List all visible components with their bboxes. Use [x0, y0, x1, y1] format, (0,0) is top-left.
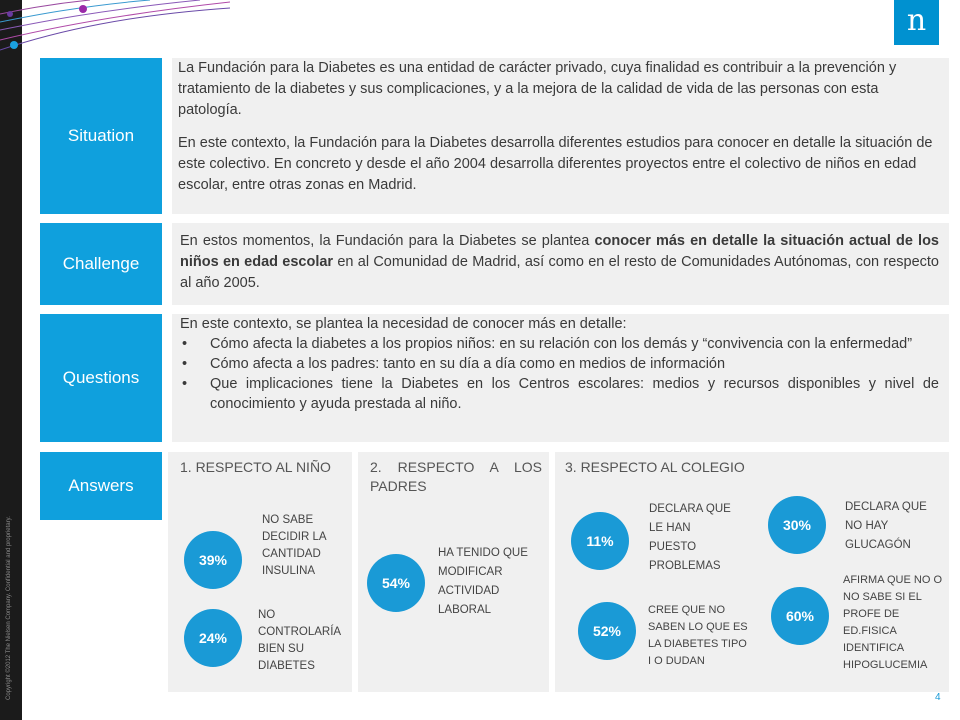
challenge-text-pre: En estos momentos, la Fundación para la Diabetes se plantea: [180, 233, 595, 249]
brand-logo: n: [894, 0, 939, 45]
question-item: • Cómo afecta a los padres: tanto en su día a día como en medios de información: [210, 354, 939, 374]
situation-content: [172, 58, 949, 214]
challenge-text-bold: conocer más en detalle la situación actual de los niños en edad escolar: [180, 233, 939, 270]
question-item: • Que implicaciones tiene la Diabetes en los Centros escolares: medios y recursos disponibles y nivel de conocimiento y ayuda prestada al niño.: [210, 374, 939, 414]
stat-circle: 39%: [184, 531, 242, 589]
stat-circle: 54%: [367, 554, 425, 612]
situation-paragraph-1: La Fundación para la Diabetes es una entidad de carácter privado, cuya finalidad es contribuir a la prevención y tratamiento de la diabetes y sus complicaciones, y a la mejora de la calidad de vida de las personas con esta patología.: [178, 60, 897, 118]
challenge-label: Challenge: [40, 223, 162, 305]
stat-circle: 11%: [571, 512, 629, 570]
stat-label: NO SABE DECIDIR LA CANTIDAD INSULINA: [262, 514, 326, 577]
panel-title-school: 3. RESPECTO AL COLEGIO: [565, 459, 745, 475]
stat-label: DECLARA QUE LE HAN PUESTO PROBLEMAS: [649, 503, 731, 572]
stat-label: AFIRMA QUE NO O NO SABE SI EL PROFE DE ED.FISICA IDENTIFICA HIPOGLUCEMIA: [843, 574, 943, 671]
answers-panel-child: [168, 452, 352, 692]
questions-label: Questions: [40, 314, 162, 442]
answers-panel-school: [555, 452, 949, 692]
answers-panel-parents: [358, 452, 549, 692]
challenge-content: [172, 223, 949, 305]
stat-circle: 30%: [768, 496, 826, 554]
panel-title-child: 1. RESPECTO AL NIÑO: [180, 459, 331, 475]
panel-title-parents: 2. RESPECTO A LOS PADRES: [370, 459, 542, 494]
answers-label: Answers: [40, 452, 162, 520]
situation-paragraph-2: En este contexto, la Fundación para la Diabetes desarrolla diferentes estudios para conocer en detalle la situación de este colectivo. En concreto y desde el año 2004 desarrolla diferentes proyectos entre el colectivo de niños en edad escolar, entre otras zonas en Madrid.: [178, 135, 933, 193]
questions-list: [180, 334, 939, 414]
stat-label: HA TENIDO QUE MODIFICAR ACTIVIDAD LABORAL: [438, 547, 528, 616]
challenge-text-post: en al Comunidad de Madrid, así como en el resto de Comunidades Autónomas, con respecto al año 2005.: [180, 254, 939, 291]
decorative-curves: [0, 0, 230, 60]
stat-label: DECLARA QUE NO HAY GLUCAGÓN: [845, 501, 927, 551]
stat-circle: 52%: [578, 602, 636, 660]
questions-intro: En este contexto, se plantea la necesidad de conocer más en detalle:: [180, 316, 627, 332]
page-number: 4: [935, 692, 941, 703]
copyright-text: Copyright ©2012 The Nielsen Company. Confidential and proprietary.: [6, 516, 12, 700]
stat-label: NO CONTROLARÍA BIEN SU DIABETES: [258, 609, 341, 672]
question-item: • Cómo afecta la diabetes a los propios niños: en su relación con los demás y “convivencia con la enfermedad”: [210, 334, 939, 354]
stat-circle: 24%: [184, 609, 242, 667]
stat-circle: 60%: [771, 587, 829, 645]
situation-label: Situation: [40, 58, 162, 214]
questions-content: [172, 314, 949, 442]
stat-label: CREE QUE NO SABEN LO QUE ES LA DIABETES TIPO I O DUDAN: [648, 604, 748, 667]
